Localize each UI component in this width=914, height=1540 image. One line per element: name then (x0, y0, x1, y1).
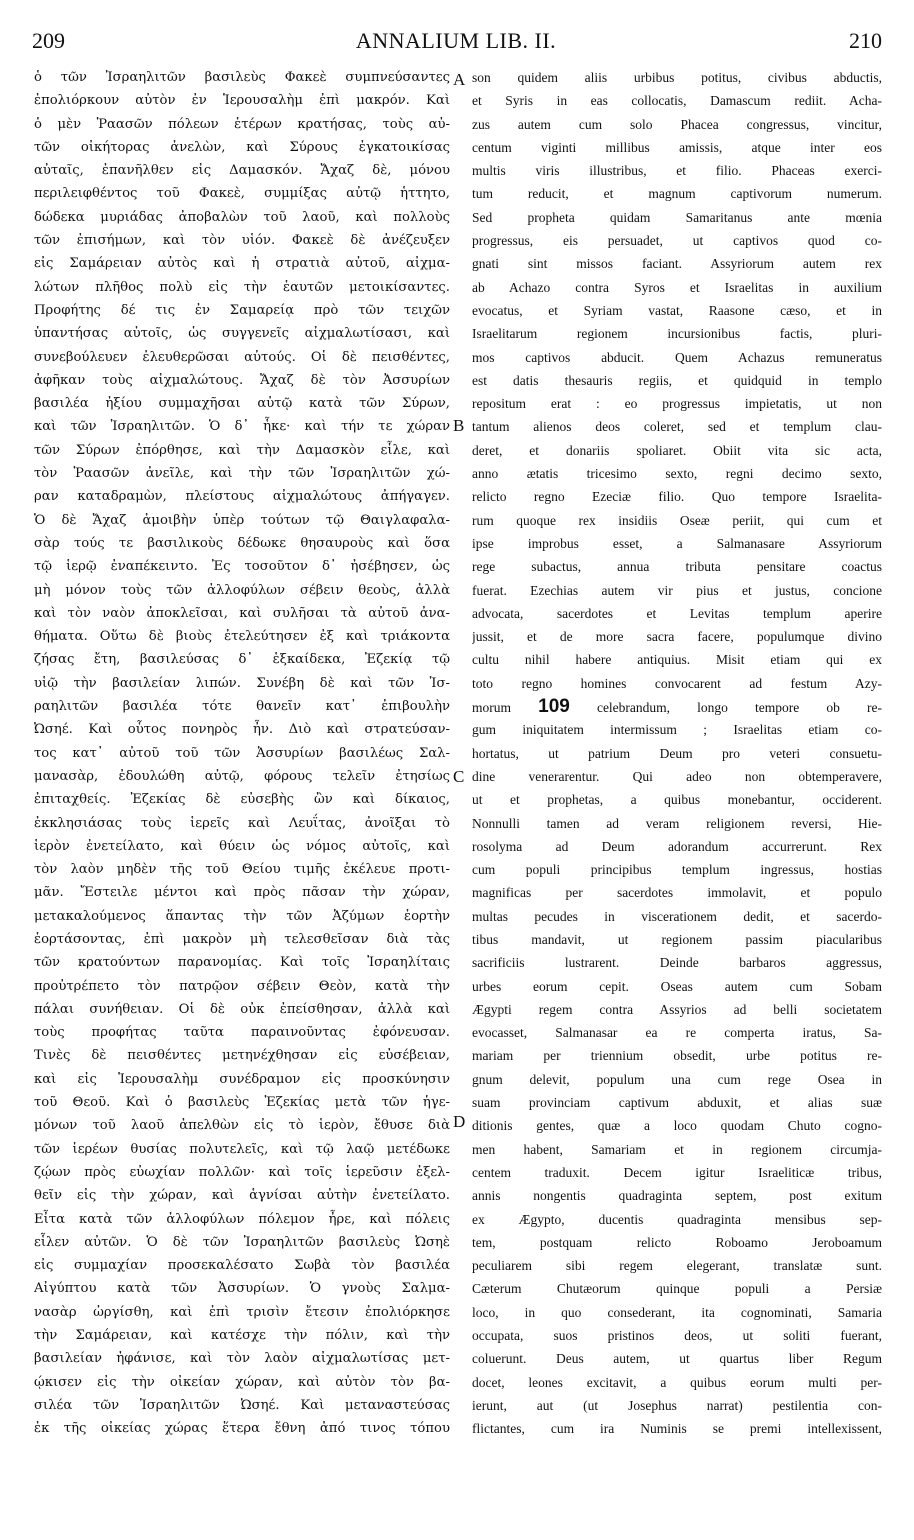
greek-text-line: τῶν ἱερέων θυσίας πολυτελεῖς, καὶ τῷ λαῷ μετέδωκε (34, 1141, 450, 1157)
greek-text-line: ἐπιταχθείς. Ἐζεκίας δὲ εὐσεβὴς ὢν καὶ δίκαιος, (34, 792, 450, 808)
latin-text-line: tum reducit, et magnum captivorum numerum. (472, 186, 882, 202)
right-page-number: 210 (849, 28, 882, 53)
left-page-number: 209 (32, 28, 65, 53)
latin-text-line: anno ætatis tricesimo sexto, regni decimo sexto, (472, 466, 882, 482)
greek-text-line: ἱερὸν ἐνετείλατο, καὶ θύειν ὡς νόμος αὐτοῖς, καὶ (34, 838, 450, 854)
latin-text-column (472, 66, 882, 1441)
greek-text-line: ἐκ τῆς οἰκείας χώρας ἕτερα ἔθνη ἀπό τινος τόπου (34, 1421, 450, 1437)
latin-text-line: centem traduxit. Decem igitur Israeliticæ tribus, (472, 1164, 882, 1180)
greek-text-line: Τινὲς δὲ πεισθέντες μετηνέχθησαν εἰς εὐσέβειαν, (34, 1048, 450, 1064)
latin-text-line: gnum delevit, populum una cum rege Osea in (472, 1071, 882, 1087)
greek-text-line: τῷ ἱερῷ ἐναπέκειντο. Ἐς τοσοῦτον δ᾽ ἠσέβησεν, ὡς (34, 559, 450, 575)
greek-text-line: βασιλέα ἠξίου συμμαχῆσαι αὐτῷ κατὰ τῶν Σύρων, (34, 396, 450, 412)
greek-text-line: τῶν ἐπισήμων, καὶ τὸν υἱόν. Φακεὲ δὲ ἀνέζευξεν (34, 233, 450, 249)
margin-marker-c: C (453, 767, 465, 786)
latin-text-line: cultu nihil habere antiquius. Misit etiam qui ex (472, 652, 882, 668)
greek-text-line: ῴκισεν εἰς τὴν οἰκείαν χώραν, καὶ αὐτὸν τὸν βα- (34, 1374, 450, 1390)
latin-text-line: fuerat. Ezechias autem vir pius et justus, concione (472, 582, 882, 598)
latin-text-line: annis nongentis quadraginta septem, post exitum (472, 1188, 882, 1204)
latin-text-line: hortatus, ut patrium Deum pro veteri consuetu- (472, 745, 882, 761)
greek-text-line: εἰς Σαμάρειαν αὐτὸς καὶ ἡ στρατιὰ αὐτοῦ, αἰχμα- (34, 256, 450, 272)
latin-text-line: est datis thesauris regiis, et quidquid in templo (472, 372, 882, 388)
greek-text-line: τῶν κρατούντων παρανομίας. Καὶ τοῖς Ἰσραηλίταις (34, 955, 450, 971)
latin-text-line: morum 109 celebrandum, longo tempore ob re- (472, 696, 882, 718)
greek-text-line: υἱῷ τὴν βασιλείαν λιπών. Συνέβη δὲ καὶ τῶν Ἰσ- (34, 675, 450, 691)
greek-text-line: συνεβούλευεν ἐλευθερῶσαι αὐτούς. Οἱ δὲ πεισθέντες, (34, 349, 450, 365)
greek-text-line: τῶν Σύρων ἐπόρθησε, καὶ τὴν Δαμασκὸν εἷλε, καὶ (34, 442, 450, 458)
latin-text-line: occupata, suos pristinos deos, ut soliti fuerant, (472, 1328, 882, 1344)
latin-text-line: gnati sint missos faciant. Assyriorum autem rex (472, 256, 882, 272)
latin-text-line: cum populi principibus templum ingressus, hostias (472, 862, 882, 878)
latin-text-line: evocatus, et Syriam vastat, Raasone cæso, et in (472, 302, 882, 318)
greek-text-line: βασιλείαν ἠφάνισε, καὶ τὸν λαὸν αἰχμαλωτίσας μετ- (34, 1351, 450, 1367)
latin-text-line: ut et prophetas, a quibus monebantur, occiderent. (472, 792, 882, 808)
greek-text-line: καὶ τὸν ναὸν ἀποκλεῖσαι, καὶ συλῆσαι τὰ αὐτοῦ ἀνα- (34, 605, 450, 621)
latin-text-line: tem, postquam relicto Roboamo Jeroboamum (472, 1234, 882, 1250)
greek-text-line: ἑορτάσοντας, ἐπὶ μακρὸν μὴ τελεσθεῖσαν διὰ τὰς (34, 931, 450, 947)
greek-text-line: μανασὰρ, ἐδουλώθη αὐτῷ, φόρους τελεῖν ἐτησίως (34, 768, 450, 784)
latin-text-line: relicto regno Ezeciæ filio. Quo tempore Israelita- (472, 489, 882, 505)
margin-marker-b: B (453, 416, 465, 435)
latin-text-line: ab Achazo contra Syros et Israelitas in auxilium (472, 279, 882, 295)
latin-text-line: jussit, et de more sacra facere, populumque divino (472, 629, 882, 645)
latin-text-line: dine venerarentur. Qui adeo non obtemperavere, (472, 768, 882, 784)
latin-text-line: rum quoque rex insidiis Oseæ periit, qui cum et (472, 512, 882, 528)
latin-text-line: ipse improbus esset, a Salmanasare Assyriorum (472, 535, 882, 551)
latin-text-line: toto regno homines convocarent ad festum Azy- (472, 675, 882, 691)
greek-text-line: Αἰγύπτου κατὰ τῶν Ἀσσυρίων. Ὁ γνοὺς Σαλμα- (34, 1281, 450, 1297)
latin-text-line: coluerunt. Deus autem, ut quartus liber Regum (472, 1351, 882, 1367)
latin-text-line: multas pecudes in viscerationem dedit, et sacerdo- (472, 908, 882, 924)
greek-text-line: ἀφῆκαν τοὺς αἰχμαλώτους. Ἄχαζ δὲ τὸν Ἀσσυρίων (34, 372, 450, 388)
section-number: 109 (538, 696, 570, 718)
latin-text-line: loco, in quo consederant, ita cognominati, Samaria (472, 1304, 882, 1320)
latin-text-line: men habent, Samariam et in regionem circumja- (472, 1141, 882, 1157)
latin-text-line: progressus, eis persuadet, ut captivos quod co- (472, 233, 882, 249)
greek-text-line: ραν καταδραμὼν, πλείστους αἰχμαλώτους ἀπήγαγεν. (34, 489, 450, 505)
greek-text-line: ἐπολιόρκουν αὐτὸν ἐν Ἱερουσαλὴμ ἐπὶ μακρόν. Καὶ (34, 93, 450, 109)
latin-text-line: son quidem aliis urbibus potitus, civibus abductis, (472, 70, 882, 85)
latin-text-line: deret, et donariis spoliaret. Obiit vita sic acta, (472, 442, 882, 458)
latin-text-line: evocasset, Salmanasar ea re comperta iratus, Sa- (472, 1025, 882, 1041)
greek-text-line: τῶν οἰκήτορας ἀνελὼν, καὶ Σύρους ἐγκατοικίσας (34, 139, 450, 155)
latin-text-line: gum iniquitatem intermissum ; Israelitas etiam co- (472, 722, 882, 738)
latin-text-line: suam provinciam captivum abduxit, et alias suæ (472, 1095, 882, 1111)
greek-text-line: σὰρ τούς τε βασιλικοὺς δέδωκε θησαυροὺς καὶ ὅσα (34, 535, 450, 551)
greek-text-line: ζήσας ἔτη, βασιλεύσας δ᾽ ἑξκαίδεκα, Ἐζεκίᾳ τῷ (34, 652, 450, 668)
latin-text-line: magnificas per sacerdotes immolavit, et populo (472, 885, 882, 901)
latin-text-line: urbes eorum cepit. Oseas autem cum Sobam (472, 978, 882, 994)
latin-text-line: docet, leones excitavit, a quibus eorum multi per- (472, 1374, 882, 1390)
greek-text-line: καὶ τῶν Ἰσραηλιτῶν. Ὁ δ᾽ ἧκε· καὶ τήν τε χώραν (34, 419, 450, 435)
latin-text-line: rosolyma ad Deum adorandum accurrerunt. Rex (472, 838, 882, 854)
running-title: ANNALIUM LIB. II. (355, 28, 557, 53)
greek-text-line: δώδεκα μυριάδας ἀποβαλὼν τοῦ λαοῦ, καὶ πολλοὺς (34, 209, 450, 225)
latin-text-line: peculiarem sibi regem elegerant, translatæ sunt. (472, 1258, 882, 1274)
greek-text-line: τὸν λαὸν μηδὲν τῆς τοῦ Θείου τιμῆς ἐκέλευε προτι- (34, 862, 450, 878)
latin-text-line: multis viris illustribus, et filio. Phaceas exerci- (472, 163, 882, 179)
greek-text-line: θεῖν εἰς τὴν χώραν, καὶ ἁγνίσαι αὐτὴν ἐνετείλατο. (34, 1188, 450, 1204)
greek-text-line: εἰς συμμαχίαν προσεκαλέσατο Σωβὰ τὸν βασιλέα (34, 1258, 450, 1274)
latin-text-line: tibus mandavit, ut regionem passim piacularibus (472, 931, 882, 947)
latin-text-line: advocata, sacerdotes et Levitas templum aperire (472, 605, 882, 621)
greek-text-line: τοῦ Θεοῦ. Καὶ ὁ βασιλεὺς Ἐζεκίας μετὰ τῶν ἡγε- (34, 1095, 450, 1111)
greek-text-line: περιλειφθέντος τοῦ Φακεὲ, συμμίξας αὐτῷ ἡττητο, (34, 186, 450, 202)
latin-text-line: Sed propheta quidam Samaritanus ante mœnia (472, 209, 882, 225)
greek-text-line: τος κατ᾽ αὐτοῦ τοῦ τῶν Ἀσσυρίων βασιλέως Σαλ- (34, 745, 450, 761)
latin-text-line: Nonnulli tamen ad veram religionem reversi, Hie- (472, 815, 882, 831)
greek-text-line: εἷλεν αὐτῶν. Ὁ δὲ τῶν Ἰσραηλιτῶν βασιλεὺς Ὠσηὲ (34, 1234, 450, 1250)
greek-text-line: Προφήτης δέ τις ἐν Σαμαρείᾳ πρὸ τῶν τειχῶν (34, 302, 450, 318)
greek-text-line: τὴν Σαμάρειαν, καὶ κατέσχε τὴν πόλιν, καὶ τὴν (34, 1328, 450, 1344)
greek-text-line: τὸν Ῥαασῶν ἀνεῖλε, καὶ τὴν τῶν Ἰσραηλιτῶν χώ- (34, 466, 450, 482)
latin-text-line: Cæterum Chutæorum quinque populi a Persiæ (472, 1281, 882, 1297)
margin-marker-d: D (453, 1112, 466, 1131)
latin-text-line: Israelitarum regionem incursionibus factis, pluri- (472, 326, 882, 342)
greek-text-line: νασὰρ ὠργίσθη, καὶ ἐπὶ τρισὶν ἔτεσιν ἐπολιόρκησε (34, 1304, 450, 1320)
greek-text-line: μόνων τοῦ λαοῦ ἀπελθὼν εἰς τὸ ἱερὸν, ἔθυσε διὰ (34, 1118, 450, 1134)
greek-text-line: σιλέα τῶν Ἰσραηλιτῶν Ὠσηέ. Καὶ μεταναστεύσας (34, 1397, 450, 1413)
greek-text-line: ἐκκλησιάσας τοὺς ἱερεῖς καὶ Λευΐτας, ἀνοῖξαι τὸ (34, 815, 450, 831)
latin-text-line: et Syris in eas collocatis, Damascum rediit. Acha- (472, 93, 882, 109)
margin-marker-a: A (453, 70, 466, 89)
greek-text-line: καὶ εἰς Ἱερουσαλὴμ συνέδραμον εἰς προσκύνησιν (34, 1071, 450, 1087)
greek-text-line: ὁ μὲν Ῥαασῶν πόλεων ἑτέρων κρατήσας, τοὺς αὐ- (34, 116, 450, 132)
greek-text-line: μετακαλούμενος ἅπαντας τὴν τῶν Ἀζύμων ἑορτὴν (34, 908, 450, 924)
latin-text-line: mariam per triennium obsedit, urbe potitus re- (472, 1048, 882, 1064)
latin-text-line: Ægypti regem contra Assyrios ad belli societatem (472, 1001, 882, 1017)
greek-text-line: Εἶτα κατὰ τῶν ἀλλοφύλων πόλεμον ἦρε, καὶ πόλεις (34, 1211, 450, 1227)
greek-text-column (34, 66, 450, 1441)
greek-text-line: ὑπαντήσας αὐτοῖς, ὡς συγγενεῖς αἰχμαλωτίσασι, καὶ (34, 326, 450, 342)
greek-text-line: μᾶν. Ἔστειλε μέντοι καὶ πρὸς πᾶσαν τὴν χώραν, (34, 885, 450, 901)
greek-text-line: αὐταῖς, ἐπανῆλθεν εἰς Δαμασκόν. Ἄχαζ δὲ, μόνου (34, 163, 450, 179)
greek-text-line: μὴ μόνον τοὺς τῶν ἀλλοφύλων σέβειν θεοὺς, ἀλλὰ (34, 582, 450, 598)
latin-text-line: mos captivos abducit. Quem Achazus remuneratus (472, 349, 882, 365)
latin-text-line: rege subactus, annua tributa pensitare coactus (472, 559, 882, 575)
greek-text-line: λώτων πλῆθος πολὺ εἰς τὴν ἑαυτῶν μετοικίσαντες. (34, 279, 450, 295)
latin-text-line: flictantes, cum ira Numinis se premi intellexissent, (472, 1421, 882, 1437)
greek-text-line: Ὁ δὲ Ἄχαζ ἀμοιβὴν ὑπὲρ τούτων τῷ Θαιγλαφαλα- (34, 512, 450, 528)
greek-text-line: ζῴων πρὸς εὐωχίαν πολλῶν· καὶ τοῖς ἱερεῦσιν ἐξελ- (34, 1164, 450, 1180)
latin-text-line: ierunt, aut (ut Josephus narrat) pestilentia con- (472, 1397, 882, 1413)
page-header (28, 28, 884, 62)
latin-text-line: sacrificiis lustrarent. Deinde barbaros aggressus, (472, 955, 882, 971)
latin-text-line: ditionis gentes, quæ a loco quodam Chuto cogno- (472, 1118, 882, 1134)
latin-text-line: ex Ægypto, ducentis quadraginta mensibus sep- (472, 1211, 882, 1227)
greek-text-line: ὁ τῶν Ἰσραηλιτῶν βασιλεὺς Φακεὲ συμπνεύσαντες (34, 70, 450, 85)
greek-text-line: προὐτρέπετο τὸν πατρῷον σέβειν Θεὸν, κατὰ τὴν (34, 978, 450, 994)
greek-text-line: θήματα. Οὕτω δὲ βιοὺς ἐτελεύτησεν ἐξ καὶ τριάκοντα (34, 629, 450, 645)
greek-text-line: τοὺς προφήτας ταῦτα παραινοῦντας ἐφόνευσαν. (34, 1025, 450, 1041)
latin-text-line: repositum erat : eo progressus impietatis, ut non (472, 396, 882, 412)
latin-text-line: tantum alienos deos coleret, sed et templum clau- (472, 419, 882, 435)
latin-text-line: zus autem cum solo Phacea congressus, vincitur, (472, 116, 882, 132)
greek-text-line: Ὠσηέ. Καὶ οὗτος πονηρὸς ἦν. Διὸ καὶ στρατεύσαν- (34, 722, 450, 738)
greek-text-line: πάλαι συνήθειαν. Οἱ δὲ οὐκ ἐπείσθησαν, ἀλλὰ καὶ (34, 1001, 450, 1017)
latin-text-line: centum viginti millibus amissis, atque inter eos (472, 139, 882, 155)
greek-text-line: ραηλιτῶν βασιλέα τότε θανεῖν κατ᾽ ἐπιβουλὴν (34, 699, 450, 715)
